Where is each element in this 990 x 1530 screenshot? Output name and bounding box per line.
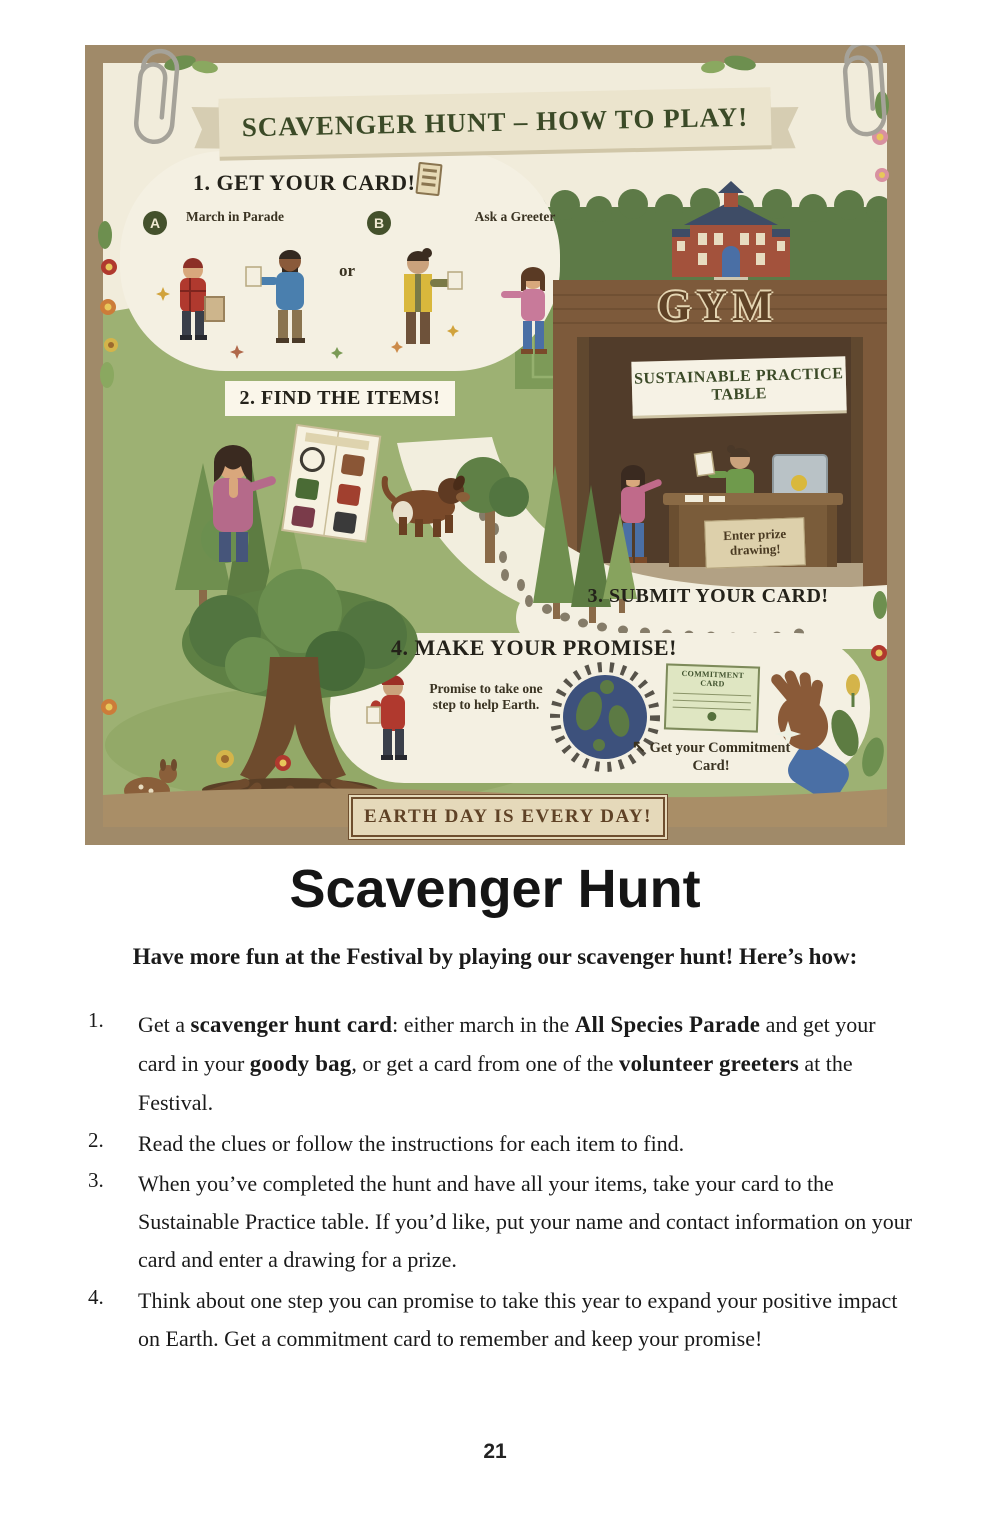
list-number: 3. [88,1168,104,1193]
up-left-arrow-icon: ↖ [631,737,646,756]
list-item-text: When you’ve completed the hunt and have all your items, take your card to the Sustainable Practice table. If you’d like, put your name and contact information on your card and enter a drawing for a prize. [138,1171,913,1272]
step1-title: 1. GET YOUR CARD! [193,170,416,195]
list-item [88,1165,918,1278]
page-title: Scavenger Hunt [289,859,701,919]
option-a-label: March in Parade [186,209,284,224]
instructions-list [88,1005,918,1360]
option-a-badge: A [143,211,167,235]
poster-artwork [85,45,905,845]
commitment-cta [625,736,797,775]
page-number: 21 [483,1440,507,1463]
list-item [88,1282,918,1358]
gym-sign: GYM [657,283,778,330]
table-banner: SUSTAINABLE PRACTICE TABLE [631,356,846,416]
option-b-label: Ask a Greeter [474,209,556,224]
list-item-text: Get a scavenger hunt card: either march in the All Species Parade and get your card in your goody bag, or get a card from one of the volunteer greeters at the Festival. [138,1012,876,1115]
card-line [673,701,751,711]
banner-ribbon [193,85,797,163]
promise-note: Promise to take one step to help Earth. [429,681,543,713]
list-number: 4. [88,1284,104,1309]
list-number: 2. [88,1127,104,1152]
earth-day-banner: EARTH DAY IS EVERY DAY! [351,797,665,837]
step2-title: 2. FIND THE ITEMS! [225,381,455,416]
prize-drawing-sign: Enter prize drawing! [704,517,806,568]
commitment-cta-text: Get your Commitment Card! [649,740,791,775]
commitment-card [664,663,760,732]
list-item [88,1005,918,1122]
or-label: or [338,261,356,280]
scavenger-hunt-poster [85,45,905,845]
list-item-text: Read the clues or follow the instructions for each item to find. [138,1130,685,1156]
intro-text: Have more fun at the Festival by playing our scavenger hunt! Here’s how: [132,944,858,969]
step4-title: 4. MAKE YOUR PROMISE! [391,635,677,660]
list-number: 1. [88,1008,104,1032]
poster-title: SCAVENGER HUNT – HOW TO PLAY! [218,87,771,157]
card-stamp [707,712,716,721]
scavenger-card-illustration [282,425,380,542]
option-b-badge: B [367,211,391,235]
commitment-card-label: COMMITMENT CARD [681,668,745,689]
list-item [88,1125,918,1163]
step3-title: 3. SUBMIT YOUR CARD! [587,585,829,607]
list-item-text: Think about one step you can promise to take this year to expand your positive impact on Earth. Get a commitment card to remember and keep your promise! [138,1287,898,1351]
card-icon [415,162,442,196]
